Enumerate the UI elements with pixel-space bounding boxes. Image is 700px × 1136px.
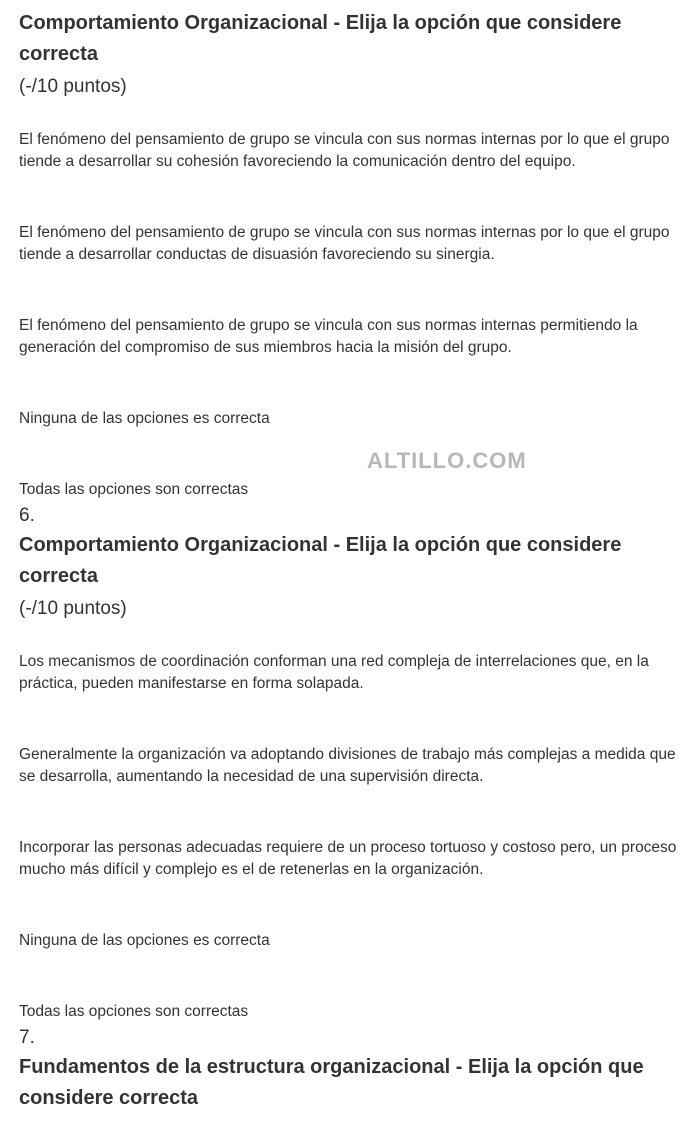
question-points: (-/10 puntos) [19, 598, 127, 619]
question-title [19, 530, 687, 592]
answer-option[interactable]: El fenómeno del pensamiento de grupo se vincula con sus normas internas permitiendo la generación del compromiso de sus miembros hacia la misión del grupo. [19, 317, 638, 356]
question-title [19, 8, 687, 70]
answer-option[interactable]: Incorporar las personas adecuadas requiere de un proceso tortuoso y costoso pero, un proceso mucho más difícil y complejo es el de retenerlas en la organización. [19, 839, 677, 878]
question-title-text: Comportamiento Organizacional - Elija la opción que considere correcta [19, 534, 622, 587]
answer-option[interactable]: El fenómeno del pensamiento de grupo se vincula con sus normas internas por lo que el grupo tiende a desarrollar su cohesión favoreciendo la comunicación dentro del equipo. [19, 131, 670, 170]
answer-option[interactable]: Todas las opciones son correctas [19, 481, 249, 498]
question-number: 6. [19, 505, 35, 526]
question-title-text: Comportamiento Organizacional - Elija la opción que considere correcta [19, 12, 622, 65]
question-title-text: Fundamentos de la estructura organizacional - Elija la opción que considere correcta [19, 1056, 644, 1109]
answer-option[interactable]: El fenómeno del pensamiento de grupo se vincula con sus normas internas por lo que el grupo tiende a desarrollar conductas de disuasión favoreciendo su sinergia. [19, 224, 670, 263]
answer-option[interactable]: Los mecanismos de coordinación conforman una red compleja de interrelaciones que, en la práctica, pueden manifestarse en forma solapada. [19, 653, 649, 692]
question-points: (-/10 puntos) [19, 76, 127, 97]
answer-option[interactable]: Generalmente la organización va adoptando divisiones de trabajo más complejas a medida que se desarrolla, aumentando la necesidad de una supervisión directa. [19, 746, 676, 785]
watermark-text: ALTILLO.COM [367, 448, 527, 473]
answer-option[interactable]: Ninguna de las opciones es correcta [19, 932, 270, 949]
question-title [19, 1052, 687, 1114]
answer-option[interactable]: Ninguna de las opciones es correcta [19, 410, 270, 427]
answer-option[interactable]: Todas las opciones son correctas [19, 1003, 249, 1020]
question-number: 7. [19, 1027, 35, 1048]
